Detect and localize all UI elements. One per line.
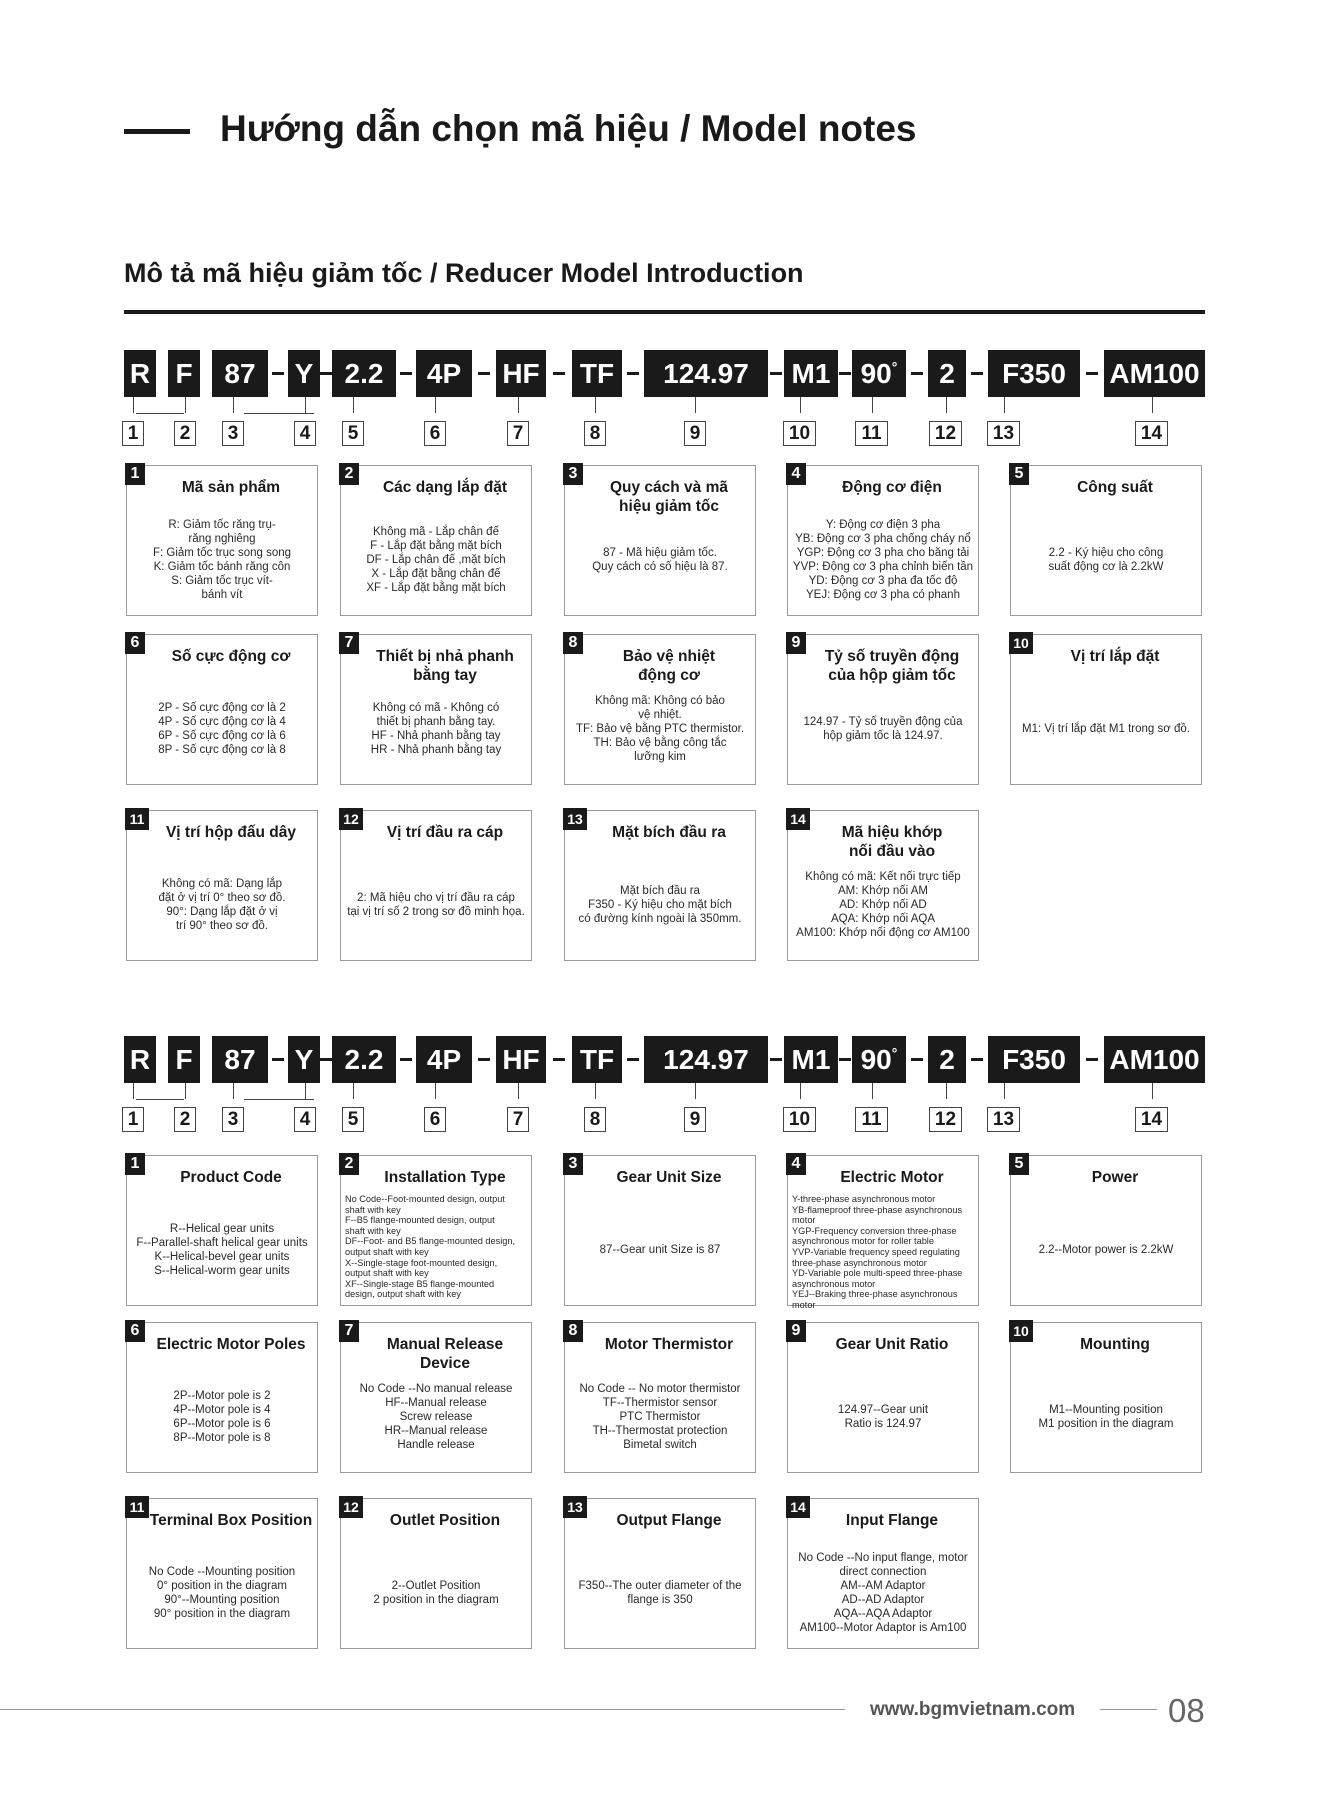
card-description: R: Giảm tốc răng trụ- răng nghiêng F: Giảm tốc trục song song K: Giảm tốc bánh răng côn S: Giảm tốc trục vít- bánh vít xyxy=(152,518,292,601)
vi-connector-line xyxy=(435,397,436,413)
vi-code-separator xyxy=(553,372,565,375)
card-description: No Code--Foot-mounted design, output shaft with key F--B5 flange-mounted design, output shaft with key DF--Foot- and B5 flange-mounted design, output shaft with key X--Single-stage foot-mounted design, output shaft with key XF--Single-stage B5 flange-mounted design, output shaft with key xyxy=(345,1194,516,1300)
card-title: Bảo vệ nhiệt động cơ xyxy=(622,648,716,684)
card-title: Tỷ số truyền động của hộp giảm tốc xyxy=(824,648,960,684)
en-card xyxy=(787,1498,979,1649)
vi-code-segment: 2 xyxy=(928,350,966,397)
en-card xyxy=(340,1155,532,1306)
card-title: Quy cách và mã hiệu giảm tốc xyxy=(609,479,729,515)
vi-card xyxy=(787,465,979,616)
vi-connector-line xyxy=(1152,397,1153,413)
en-code-segment: 87 xyxy=(212,1036,268,1083)
card-number-badge: 14 xyxy=(786,808,810,830)
en-bracket-line xyxy=(136,1099,184,1100)
card-number-badge: 11 xyxy=(125,1496,149,1518)
en-code-separator xyxy=(553,1058,565,1061)
card-description: Mặt bích đầu ra F350 - Ký hiệu cho mặt bích có đường kính ngoài là 350mm. xyxy=(578,884,742,925)
card-description: Không có mã: Dạng lắp đặt ở vị trí 0° theo sơ đồ. 90°: Dạng lắp đặt ở vị trí 90° theo sơ đồ. xyxy=(158,877,286,932)
footer-divider-left xyxy=(0,1709,845,1710)
card-description: R--Helical gear units F--Parallel-shaft helical gear units K--Helical-bevel gear units S--Helical-worm gear units xyxy=(136,1222,308,1277)
vi-code-separator xyxy=(911,372,923,375)
card-number-badge: 3 xyxy=(563,463,583,485)
en-code-segment: HF xyxy=(496,1036,546,1083)
card-description: 124.97--Gear unit Ratio is 124.97 xyxy=(837,1403,929,1430)
en-card xyxy=(340,1322,532,1473)
card-number-badge: 14 xyxy=(786,1496,810,1518)
vi-card xyxy=(564,810,756,961)
en-card xyxy=(564,1155,756,1306)
card-description: 2--Outlet Position 2 position in the diagram xyxy=(373,1579,499,1606)
card-number-badge: 5 xyxy=(1009,1153,1029,1175)
vi-code-segment: R xyxy=(124,350,156,397)
vi-connector-line xyxy=(695,397,696,413)
vi-card xyxy=(126,810,318,961)
vi-segment-number: 14 xyxy=(1135,421,1168,446)
en-connector-line xyxy=(872,1083,873,1099)
en-code-separator xyxy=(770,1058,782,1061)
en-code-segment: Y xyxy=(288,1036,320,1083)
vi-code-segment: 124.97 xyxy=(644,350,768,397)
vi-code-separator xyxy=(478,372,490,375)
en-code-segment: 90 ° xyxy=(852,1036,906,1083)
card-title: Outlet Position xyxy=(389,1512,501,1529)
card-title: Power xyxy=(1091,1169,1139,1186)
vi-segment-number: 8 xyxy=(584,421,606,446)
card-number-badge: 5 xyxy=(1009,463,1029,485)
card-description: Không có mã: Kết nối trực tiếp AM: Khớp nối AM AD: Khớp nối AD AQA: Khớp nối AQA AM100: Khớp nối động cơ AM100 xyxy=(796,870,970,939)
en-segment-number: 5 xyxy=(342,1107,364,1132)
card-title: Các dạng lắp đặt xyxy=(382,479,508,496)
en-segment-number: 12 xyxy=(929,1107,962,1132)
card-number-badge: 1 xyxy=(125,1153,145,1175)
card-description: 87--Gear unit Size is 87 xyxy=(599,1243,721,1256)
en-connector-line xyxy=(435,1083,436,1099)
card-number-badge: 12 xyxy=(339,1496,363,1518)
card-number-badge: 11 xyxy=(125,808,149,830)
en-segment-number: 13 xyxy=(987,1107,1020,1132)
card-number-badge: 10 xyxy=(1009,632,1033,654)
card-title: Manual Release Device xyxy=(386,1336,504,1372)
en-code-segment: F350 xyxy=(988,1036,1080,1083)
en-segment-number: 7 xyxy=(507,1107,529,1132)
vi-card xyxy=(564,465,756,616)
en-code-segment: R xyxy=(124,1036,156,1083)
en-code-segment: M1 xyxy=(784,1036,838,1083)
vi-code-separator xyxy=(971,372,983,375)
vi-card xyxy=(1010,634,1202,785)
card-title: Mặt bích đầu ra xyxy=(612,824,726,841)
en-segment-number: 14 xyxy=(1135,1107,1168,1132)
card-description: Y-three-phase asynchronous motor YB-flameproof three-phase asynchronous motor YGP-Frequency conversion three-phase asynchronous motor for roller table YVP-Variable frequency speed regulating three-phase asynchronous motor YD-Variable pole multi-speed three-phase asynchronous motor YEJ--Braking three-phase asynchronous motor xyxy=(792,1194,963,1310)
card-number-badge: 13 xyxy=(563,808,587,830)
en-code-segment: AM100 xyxy=(1104,1036,1205,1083)
en-connector-line xyxy=(518,1083,519,1099)
card-description: 2: Mã hiệu cho vị trí đầu ra cáp tại vị trí số 2 trong sơ đồ minh họa. xyxy=(347,891,525,918)
en-segment-number: 8 xyxy=(584,1107,606,1132)
card-number-badge: 9 xyxy=(786,632,806,654)
en-code-segment: F xyxy=(168,1036,200,1083)
card-description: 87 - Mã hiệu giảm tốc. Quy cách có số hiệu là 87. xyxy=(592,546,728,573)
vi-card xyxy=(126,465,318,616)
page-number: 08 xyxy=(1168,1692,1205,1729)
vi-code-segment: HF xyxy=(496,350,546,397)
model-code-strip-english xyxy=(124,1036,1205,1136)
vi-bracket-line xyxy=(136,413,184,414)
card-number-badge: 6 xyxy=(125,1320,145,1342)
vi-code-separator xyxy=(272,372,284,375)
vi-segment-number: 5 xyxy=(342,421,364,446)
en-segment-number: 11 xyxy=(855,1107,888,1132)
card-description: 2P--Motor pole is 2 4P--Motor pole is 4 6P--Motor pole is 6 8P--Motor pole is 8 xyxy=(173,1389,271,1444)
card-number-badge: 8 xyxy=(563,632,583,654)
vi-segment-number: 2 xyxy=(174,421,196,446)
en-code-segment: 2.2 xyxy=(332,1036,396,1083)
vi-bracket-line xyxy=(244,413,314,414)
card-number-badge: 8 xyxy=(563,1320,583,1342)
vi-code-segment: TF xyxy=(572,350,622,397)
card-number-badge: 9 xyxy=(786,1320,806,1342)
en-code-segment: TF xyxy=(572,1036,622,1083)
section-divider xyxy=(124,310,1205,314)
en-code-separator xyxy=(320,1058,332,1061)
en-code-separator xyxy=(272,1058,284,1061)
en-connector-line xyxy=(1152,1083,1153,1099)
card-description: 2.2--Motor power is 2.2kW xyxy=(1038,1243,1174,1256)
vi-card xyxy=(126,634,318,785)
card-description: 124.97 - Tỷ số truyền động của hộp giảm tốc là 124.97. xyxy=(803,715,963,742)
vi-code-separator xyxy=(400,372,412,375)
vi-connector-line xyxy=(518,397,519,413)
vi-code-segment: 4P xyxy=(416,350,472,397)
vi-segment-number: 10 xyxy=(783,421,816,446)
vi-code-separator xyxy=(770,372,782,375)
vi-connector-line xyxy=(305,397,306,413)
card-title: Thiết bị nhả phanh bằng tay xyxy=(376,648,514,684)
vi-segment-number: 7 xyxy=(507,421,529,446)
card-number-badge: 7 xyxy=(339,632,359,654)
vi-connector-line xyxy=(872,397,873,413)
card-title: Electric Motor Poles xyxy=(156,1336,306,1353)
card-title: Input Flange xyxy=(845,1512,939,1529)
en-bracket-line xyxy=(244,1099,314,1100)
vi-code-segment: 87 xyxy=(212,350,268,397)
en-connector-line xyxy=(946,1083,947,1099)
card-title: Vị trí lắp đặt xyxy=(1070,648,1160,665)
vi-segment-number: 1 xyxy=(122,421,144,446)
en-segment-number: 9 xyxy=(684,1107,706,1132)
section-title: Mô tả mã hiệu giảm tốc / Reducer Model Introduction xyxy=(124,258,804,288)
card-title: Mã sản phẩm xyxy=(181,479,281,496)
vi-code-segment: F350 xyxy=(988,350,1080,397)
en-segment-number: 6 xyxy=(424,1107,446,1132)
en-connector-line xyxy=(695,1083,696,1099)
en-connector-line xyxy=(800,1083,801,1099)
vi-code-segment: 90 ° xyxy=(852,350,906,397)
en-code-separator xyxy=(627,1058,639,1061)
card-number-badge: 4 xyxy=(786,463,806,485)
en-code-segment: 4P xyxy=(416,1036,472,1083)
en-code-separator xyxy=(839,1058,851,1061)
en-code-separator xyxy=(478,1058,490,1061)
card-number-badge: 10 xyxy=(1009,1320,1033,1342)
vi-segment-number: 11 xyxy=(855,421,888,446)
vi-code-segment: 2.2 xyxy=(332,350,396,397)
card-description: M1--Mounting position M1 position in the diagram xyxy=(1038,1403,1174,1430)
en-connector-line xyxy=(133,1083,134,1099)
vi-card xyxy=(1010,465,1202,616)
vi-connector-line xyxy=(800,397,801,413)
vi-connector-line xyxy=(1004,397,1005,413)
card-description: 2.2 - Ký hiệu cho công suất động cơ là 2.2kW xyxy=(1048,546,1164,573)
en-segment-number: 3 xyxy=(222,1107,244,1132)
vi-card xyxy=(787,810,979,961)
en-code-separator xyxy=(911,1058,923,1061)
card-title: Công suất xyxy=(1077,479,1153,496)
vi-connector-line xyxy=(185,397,186,413)
card-number-badge: 12 xyxy=(339,808,363,830)
card-number-badge: 1 xyxy=(125,463,145,485)
en-code-separator xyxy=(971,1058,983,1061)
en-code-segment: 2 xyxy=(928,1036,966,1083)
card-title: Gear Unit Size xyxy=(616,1169,722,1186)
vi-card xyxy=(340,465,532,616)
en-connector-line xyxy=(595,1083,596,1099)
card-number-badge: 7 xyxy=(339,1320,359,1342)
card-description: M1: Vị trí lắp đặt M1 trong sơ đồ. xyxy=(1022,722,1190,735)
vi-connector-line xyxy=(595,397,596,413)
en-code-segment: 124.97 xyxy=(644,1036,768,1083)
card-description: No Code --No input flange, motor direct connection AM--AM Adaptor AD--AD Adaptor AQA--AQA Adaptor AM100--Motor Adaptor is Am100 xyxy=(798,1551,968,1634)
card-title: Electric Motor xyxy=(840,1169,944,1186)
en-card xyxy=(126,1322,318,1473)
card-description: Không mã - Lắp chân đế F - Lắp đặt bằng mặt bích DF - Lắp chân đế ,mặt bích X - Lắp đặt bằng chân đế XF - Lắp đặt bằng mặt bích xyxy=(366,525,506,594)
vi-segment-number: 6 xyxy=(424,421,446,446)
title-accent-bar xyxy=(124,129,190,134)
en-code-separator xyxy=(400,1058,412,1061)
en-card xyxy=(787,1155,979,1310)
card-title: Output Flange xyxy=(616,1512,722,1529)
vi-connector-line xyxy=(353,397,354,413)
card-description: No Code --Mounting position 0° position in the diagram 90°--Mounting position 90° position in the diagram xyxy=(148,1565,296,1620)
vi-segment-number: 12 xyxy=(929,421,962,446)
en-card xyxy=(126,1155,318,1306)
card-number-badge: 3 xyxy=(563,1153,583,1175)
vi-card xyxy=(564,634,756,785)
vi-connector-line xyxy=(233,397,234,413)
card-title: Motor Thermistor xyxy=(604,1336,734,1353)
en-card xyxy=(1010,1155,1202,1306)
vi-connector-line xyxy=(133,397,134,413)
vi-code-separator xyxy=(839,372,851,375)
en-card xyxy=(340,1498,532,1649)
en-card xyxy=(1010,1322,1202,1473)
en-card xyxy=(564,1498,756,1649)
card-number-badge: 2 xyxy=(339,463,359,485)
card-description: F350--The outer diameter of the flange is 350 xyxy=(578,1579,742,1606)
card-number-badge: 2 xyxy=(339,1153,359,1175)
en-segment-number: 4 xyxy=(294,1107,316,1132)
en-card xyxy=(564,1322,756,1473)
vi-code-segment: M1 xyxy=(784,350,838,397)
vi-code-separator xyxy=(320,372,332,375)
vi-card xyxy=(340,634,532,785)
card-title: Product Code xyxy=(180,1169,282,1186)
card-title: Số cực động cơ xyxy=(171,648,291,665)
card-description: 2P - Số cực động cơ là 2 4P - Số cực động cơ là 4 6P - Số cực động cơ là 6 8P - Số cực động cơ là 8 xyxy=(158,701,286,756)
card-number-badge: 13 xyxy=(563,1496,587,1518)
vi-code-separator xyxy=(627,372,639,375)
card-title: Động cơ điện xyxy=(842,479,942,496)
vi-code-segment: AM100 xyxy=(1104,350,1205,397)
page-title: Hướng dẫn chọn mã hiệu / Model notes xyxy=(220,108,917,149)
model-code-strip-vietnamese xyxy=(124,350,1205,450)
card-description: Không mã: Không có bảo vệ nhiệt. TF: Bảo vệ bằng PTC thermistor. TH: Bảo vệ bằng công tắc lưỡng kim xyxy=(575,694,745,763)
card-title: Installation Type xyxy=(384,1169,506,1186)
en-segment-number: 10 xyxy=(783,1107,816,1132)
card-title: Terminal Box Position xyxy=(149,1512,313,1529)
card-title: Mã hiệu khớp nối đầu vào xyxy=(841,824,943,860)
en-card xyxy=(787,1322,979,1473)
vi-segment-number: 9 xyxy=(684,421,706,446)
footer-website-link[interactable]: www.bgmvietnam.com xyxy=(870,1699,1076,1720)
card-title: Vị trí đầu ra cáp xyxy=(386,824,504,841)
card-description: No Code --No manual release HF--Manual release Screw release HR--Manual release Handle release xyxy=(359,1382,513,1451)
en-connector-line xyxy=(185,1083,186,1099)
vi-code-separator xyxy=(1086,372,1098,375)
en-connector-line xyxy=(353,1083,354,1099)
vi-connector-line xyxy=(946,397,947,413)
card-description: No Code -- No motor thermistor TF--Thermistor sensor PTC Thermistor TH--Thermostat protection Bimetal switch xyxy=(579,1382,741,1451)
vi-code-segment: F xyxy=(168,350,200,397)
en-connector-line xyxy=(305,1083,306,1099)
vi-segment-number: 3 xyxy=(222,421,244,446)
card-title: Mounting xyxy=(1080,1336,1150,1353)
en-segment-number: 1 xyxy=(122,1107,144,1132)
card-description: Không có mã - Không có thiết bị phanh bằng tay. HF - Nhả phanh bằng tay HR - Nhả phanh bằng tay xyxy=(370,701,502,756)
vi-code-segment: Y xyxy=(288,350,320,397)
footer-divider-right xyxy=(1100,1709,1157,1710)
card-description: Y: Động cơ điện 3 pha YB: Động cơ 3 pha chống cháy nổ YGP: Động cơ 3 pha cho băng tải YVP: Động cơ 3 pha chỉnh biến tần YD: Động cơ 3 pha đa tốc độ YEJ: Động cơ 3 pha có phanh xyxy=(792,518,974,601)
vi-segment-number: 4 xyxy=(294,421,316,446)
card-title: Gear Unit Ratio xyxy=(835,1336,949,1353)
card-number-badge: 6 xyxy=(125,632,145,654)
en-segment-number: 2 xyxy=(174,1107,196,1132)
vi-segment-number: 13 xyxy=(987,421,1020,446)
card-title: Vị trí hộp đấu dây xyxy=(165,824,297,841)
card-number-badge: 4 xyxy=(786,1153,806,1175)
vi-card xyxy=(787,634,979,785)
en-connector-line xyxy=(233,1083,234,1099)
en-card xyxy=(126,1498,318,1649)
en-code-separator xyxy=(1086,1058,1098,1061)
en-connector-line xyxy=(1004,1083,1005,1099)
vi-card xyxy=(340,810,532,961)
